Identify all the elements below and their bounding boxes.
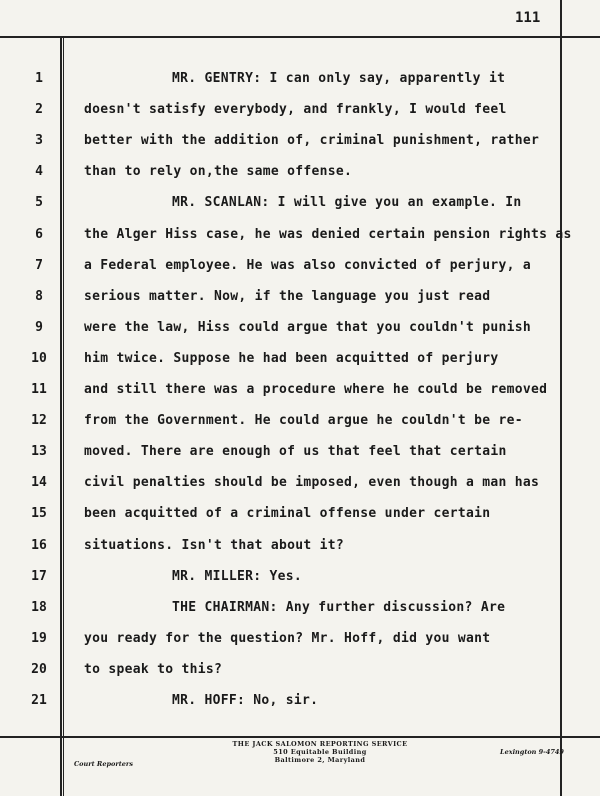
line-number: 2 (35, 102, 43, 118)
line-text: MR. GENTRY: I can only say, apparently it (172, 71, 506, 86)
transcript-line (0, 320, 600, 344)
transcript-line (0, 382, 600, 406)
transcript-line (0, 258, 600, 282)
line-text: been acquitted of a criminal offense under certain (84, 506, 491, 522)
phone-label: Lexington 9-4749 (500, 748, 564, 756)
line-text: and still there was a procedure where he could be removed (84, 382, 548, 397)
line-number: 5 (35, 195, 43, 211)
transcript-line (0, 413, 600, 437)
line-number: 9 (35, 319, 43, 335)
transcript-line (0, 164, 600, 188)
line-text: MR. MILLER: Yes. (172, 568, 303, 584)
line-number: 3 (35, 133, 43, 149)
transcript-line (0, 71, 600, 95)
line-text: situations. Isn't that about it? (84, 537, 345, 553)
transcript-line (0, 569, 600, 593)
court-reporters-label: Court Reporters (74, 760, 133, 768)
transcript-line (0, 289, 600, 313)
line-text: were the law, Hiss could argue that you couldn't punish (84, 319, 531, 335)
line-text: a Federal employee. He was also convicted of perjury, a (84, 257, 531, 273)
line-text: MR. HOFF: No, sir. (172, 693, 319, 708)
line-number: 19 (31, 630, 47, 646)
transcript-line (0, 662, 600, 686)
line-number: 14 (31, 475, 47, 491)
line-text: MR. SCANLAN: I will give you an example. In (172, 195, 522, 211)
line-number: 10 (31, 350, 47, 366)
transcript-line (0, 631, 600, 655)
transcript-line (0, 538, 600, 562)
line-text: doesn't satisfy everybody, and frankly, I would feel (84, 102, 507, 118)
transcript-line (0, 693, 600, 717)
transcript-line (0, 227, 600, 251)
line-text: serious matter. Now, if the language you just read (84, 288, 491, 304)
line-number: 4 (35, 164, 43, 180)
service-address-line1: 510 Equitable Building (273, 748, 367, 756)
line-number: 21 (31, 693, 47, 708)
line-text: civil penalties should be imposed, even though a man has (84, 475, 540, 491)
line-number: 11 (31, 382, 47, 397)
line-text: him twice. Suppose he had been acquitted of perjury (84, 350, 499, 366)
transcript-line (0, 475, 600, 499)
line-text: better with the addition of, criminal punishment, rather (84, 133, 540, 149)
line-text: you ready for the question? Mr. Hoff, did you want (84, 630, 491, 646)
top-rule (0, 36, 600, 38)
line-number: 6 (35, 226, 43, 242)
line-text: than to rely on,the same offense. (84, 164, 353, 180)
line-text: moved. There are enough of us that feel that certain (84, 444, 507, 460)
line-text: from the Government. He could argue he couldn't be re- (84, 413, 523, 429)
line-number: 12 (31, 413, 47, 429)
reporting-service-footer (200, 740, 440, 764)
transcript-line (0, 102, 600, 126)
page-number: 111 (515, 10, 541, 26)
line-number: 13 (31, 444, 47, 460)
service-address-line2: Baltimore 2, Maryland (274, 756, 366, 764)
line-text: THE CHAIRMAN: Any further discussion? Are (172, 599, 506, 615)
line-number: 17 (31, 568, 47, 584)
transcript-line (0, 351, 600, 375)
transcript-line (0, 600, 600, 624)
line-number: 1 (35, 71, 43, 86)
line-number: 8 (35, 288, 43, 304)
line-number: 20 (31, 661, 47, 677)
line-number: 18 (31, 599, 47, 615)
service-name: THE JACK SALOMON REPORTING SERVICE (232, 740, 408, 748)
transcript-line (0, 195, 600, 219)
line-text: the Alger Hiss case, he was denied certain pension rights as (84, 226, 572, 242)
line-number: 7 (35, 257, 43, 273)
line-number: 15 (31, 506, 47, 522)
line-text: to speak to this? (84, 661, 223, 677)
transcript-line (0, 506, 600, 530)
transcript-line (0, 444, 600, 468)
transcript-line (0, 133, 600, 157)
bottom-rule (0, 736, 600, 738)
line-number: 16 (31, 537, 47, 553)
